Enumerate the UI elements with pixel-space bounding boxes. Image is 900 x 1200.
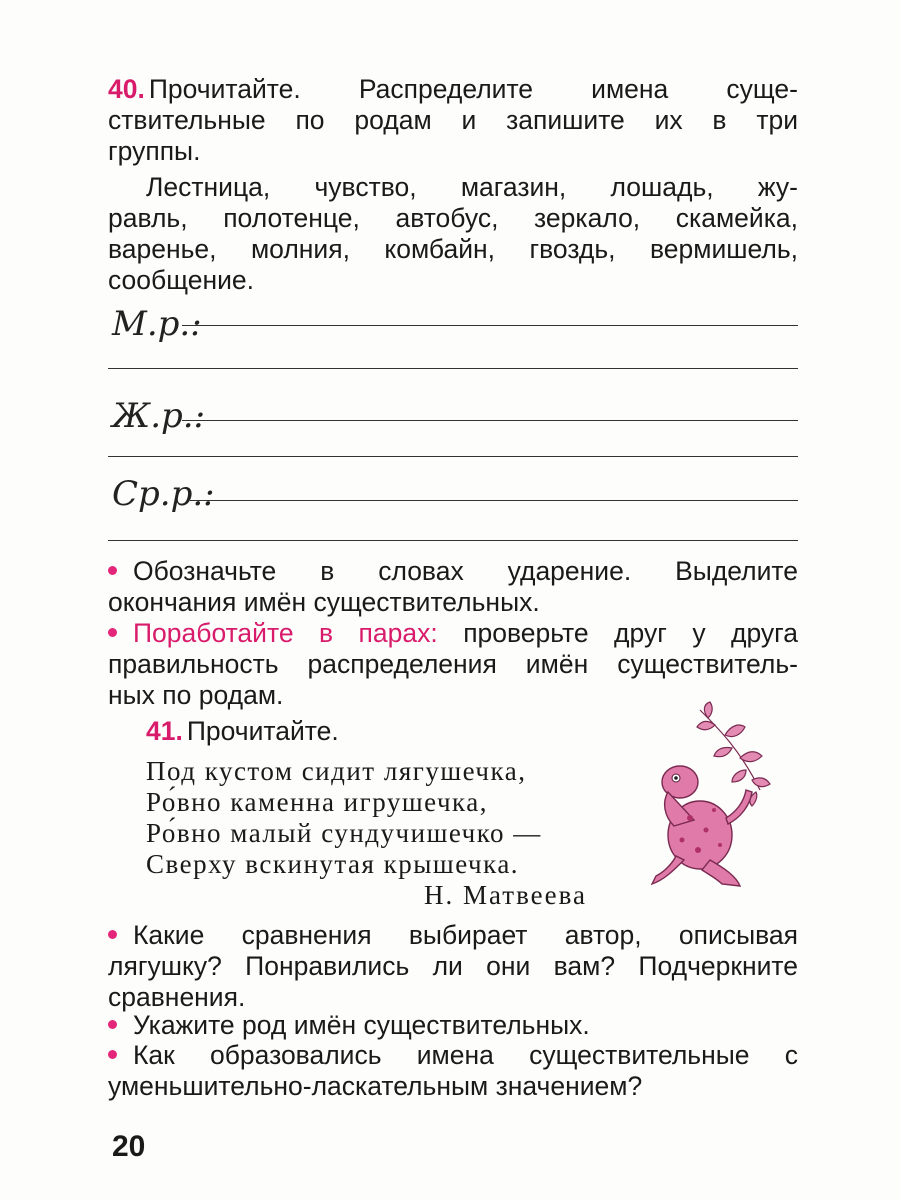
frog-illustration: [640, 700, 780, 900]
exercise-40-intro: 40. Прочитайте. Распределите имена суще- ствительные по родам и запишите их в три группы.: [108, 74, 798, 166]
exercise-number: 40.: [108, 74, 145, 104]
task-diminutive: Как образовались имена существительные с уменьшительно-ласкательным значением?: [108, 1040, 798, 1101]
poem: [146, 756, 587, 911]
page-number: 20: [112, 1130, 146, 1163]
poem-line: Ро́вно малый сундучишечко —: [146, 818, 542, 848]
bullet-icon: [108, 1020, 117, 1029]
writing-line[interactable]: [190, 500, 798, 501]
bullet-icon: [108, 628, 117, 637]
writing-line[interactable]: [108, 540, 798, 541]
bullet-icon: [108, 566, 117, 575]
writing-line[interactable]: [182, 420, 798, 421]
task-pairs: Поработайте в парах: проверьте друг у друга правильность распределения имён существитель- ных по родам.: [108, 618, 798, 710]
poem-line: Ро́вно каменна игрушечка,: [146, 787, 488, 817]
bullet-icon: [108, 930, 117, 939]
writing-line[interactable]: [182, 325, 798, 326]
poem-line: Сверху вскинутая крышечка.: [146, 849, 520, 879]
task-comparisons: Какие сравнения выбирает автор, описывая лягушку? Понравились ли они вам? Подчеркните сравнения.: [108, 920, 798, 1012]
feminine-label: Ж.р.:: [112, 396, 206, 436]
bullet-icon: [108, 1050, 117, 1059]
poem-line: Под кустом сидит лягушечка,: [146, 756, 527, 786]
masculine-label: М.р.:: [112, 304, 202, 344]
poem-author: Н. Матвеева: [424, 880, 588, 910]
exercise-41-intro: 41. Прочитайте.: [146, 716, 339, 746]
word-list: Лестница, чувство, магазин, лошадь, жу-: [146, 172, 798, 202]
writing-line[interactable]: [108, 456, 798, 457]
task-stress: Обозначьте в словах ударение. Выделите окончания имён существительных.: [108, 556, 798, 617]
exercise-number: 41.: [146, 716, 183, 746]
neuter-label: Ср.р.:: [112, 474, 215, 514]
word-list-cont: равль, полотенце, автобус, зеркало, скамейка, варенье, молния, комбайн, гвоздь, вермишель, сообщение.: [108, 203, 798, 295]
writing-line[interactable]: [108, 368, 798, 369]
task-gender: Укажите род имён существительных.: [108, 1010, 798, 1041]
